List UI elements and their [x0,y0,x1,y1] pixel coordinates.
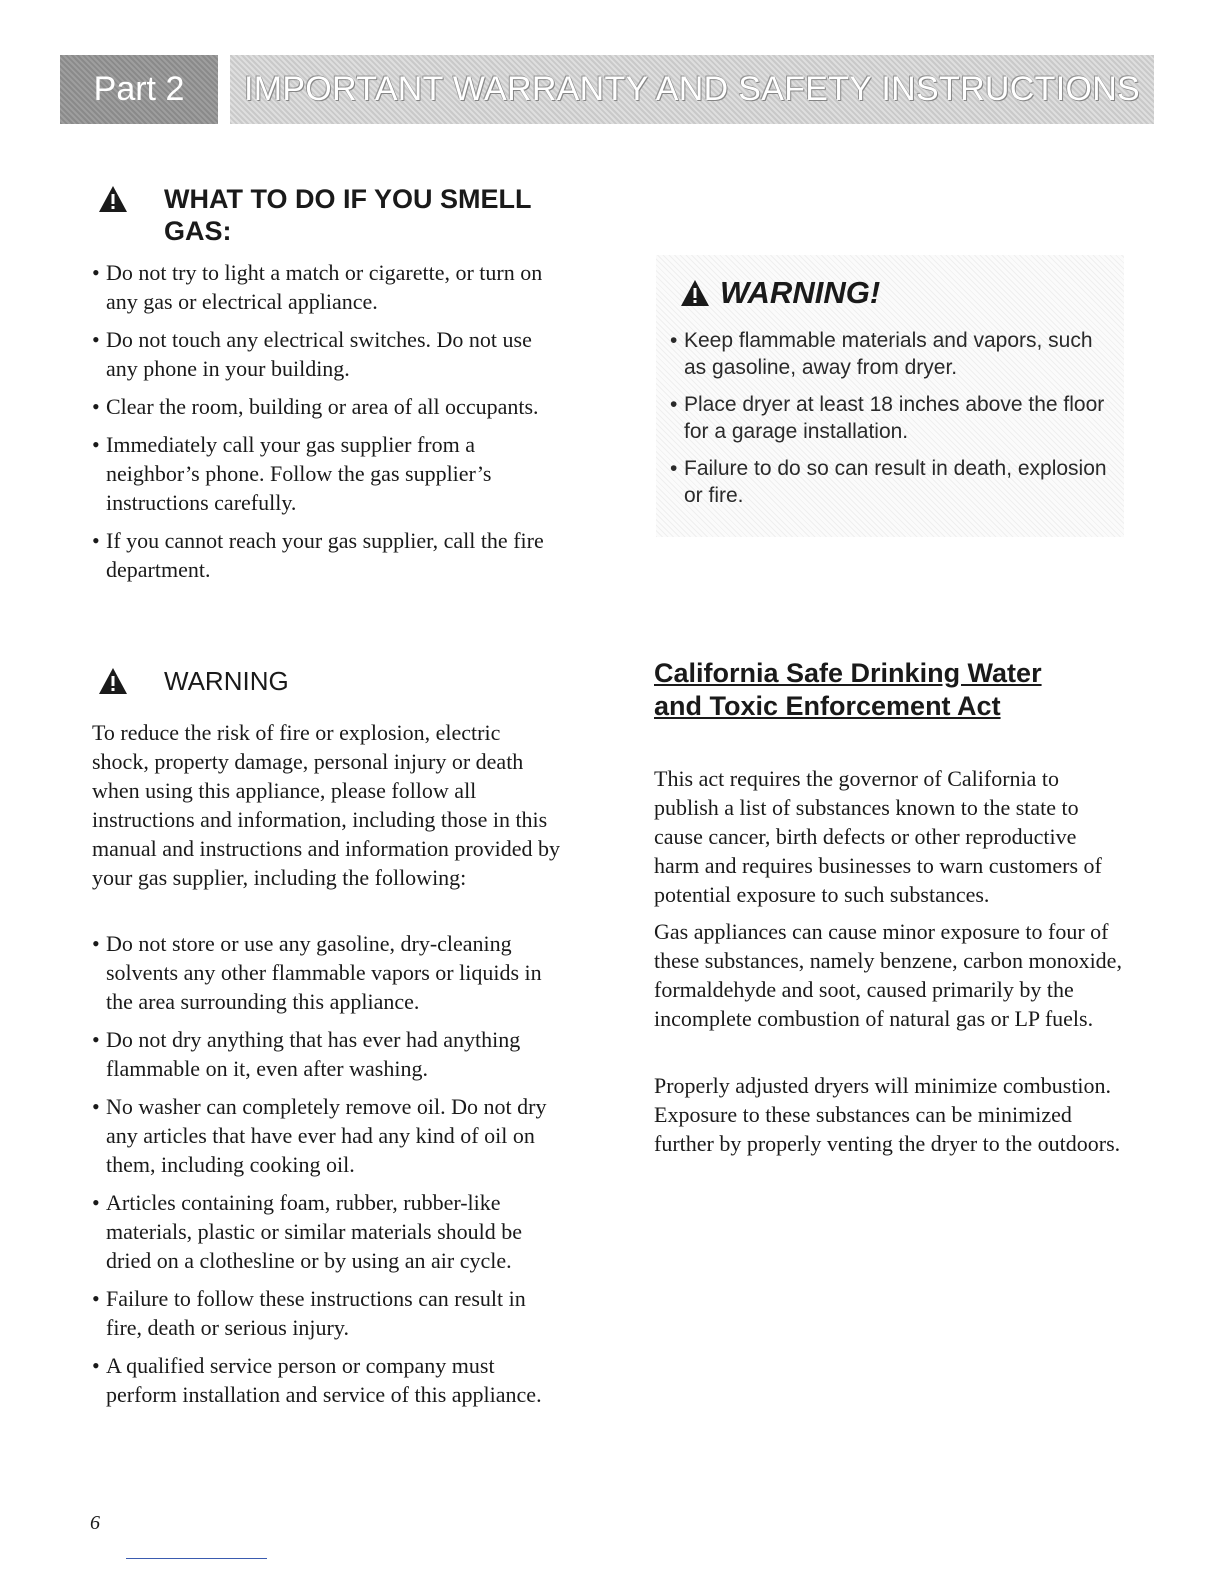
warning-box-title: WARNING! [720,275,881,310]
list-item: • Do not store or use any gasoline, dry-cleaning solvents any other flammable vapors or liquids in the area surrounding this appliance. [92,929,562,1016]
warning-triangle-icon [98,185,128,213]
list-item: • Articles containing foam, rubber, rubber-like materials, plastic or similar materials should be dried on a clothesline or by using an air cycle. [92,1188,562,1275]
california-heading-line1: California Safe Drinking Water [654,658,1042,688]
warning-instructions-list [92,929,562,1418]
california-paragraph-1: This act requires the governor of California to publish a list of substances known to the state to cause cancer, birth defects or other reproductive harm and requires businesses to warn customers of potential exposure to such substances. [654,766,1102,907]
california-paragraph-2: Gas appliances can cause minor exposure to four of these substances, namely benzene, carbon monoxide, formaldehyde and soot, caused primarily by the incomplete combustion of natural gas or LP fuels. [654,919,1122,1031]
list-item: • Clear the room, building or area of all occupants. [92,392,562,421]
list-item: • No washer can completely remove oil. Do not dry any articles that have ever had any kind of oil on them, including cooking oil. [92,1092,562,1179]
list-item: • Keep flammable materials and vapors, such as gasoline, away from dryer. [670,327,1120,381]
list-item: • Do not touch any electrical switches. Do not use any phone in your building. [92,325,562,383]
list-item: • Do not try to light a match or cigarette, or turn on any gas or electrical appliance. [92,258,562,316]
gas-heading-line1: WHAT TO DO IF YOU SMELL [164,184,532,214]
warning-box-list [670,327,1120,519]
gas-section-heading [98,183,568,247]
warning-box [656,255,1124,537]
part-label-banner [60,55,218,124]
list-item: • A qualified service person or company must perform installation and service of this appliance. [92,1351,562,1409]
list-item: • Failure to follow these instructions can result in fire, death or serious injury. [92,1284,562,1342]
gas-instructions-list [92,258,562,593]
warning-triangle-icon [680,279,710,307]
california-paragraph-3: Properly adjusted dryers will minimize combustion. Exposure to these substances can be minimized further by properly venting the dryer to the outdoors. [654,1073,1121,1156]
list-item: • If you cannot reach your gas supplier, call the fire department. [92,526,562,584]
footer-divider [126,1558,267,1559]
list-item: • Immediately call your gas supplier from a neighbor’s phone. Follow the gas supplier’s instructions carefully. [92,430,562,517]
warning-heading: WARNING [164,666,289,696]
title-banner [230,55,1154,124]
page-title: IMPORTANT WARRANTY AND SAFETY INSTRUCTIONS [243,70,1141,108]
list-item: • Failure to do so can result in death, explosion or fire. [670,455,1120,509]
page-number: 6 [90,1512,100,1534]
warning-intro: To reduce the risk of fire or explosion, electric shock, property damage, personal injury or death when using this appliance, please follow all instructions and information, including those in this manual and instructions and information provided by your gas supplier, including the following: [92,720,561,890]
california-heading [654,657,1114,723]
warning-triangle-icon [98,667,128,695]
gas-heading-line2: GAS: [164,216,232,246]
warning-section-heading [98,665,568,697]
part-label: Part 2 [93,70,185,108]
list-item: • Place dryer at least 18 inches above the floor for a garage installation. [670,391,1120,445]
warning-box-heading [680,275,880,311]
list-item: • Do not dry anything that has ever had anything flammable on it, even after washing. [92,1025,562,1083]
california-heading-line2: and Toxic Enforcement Act [654,691,1001,721]
